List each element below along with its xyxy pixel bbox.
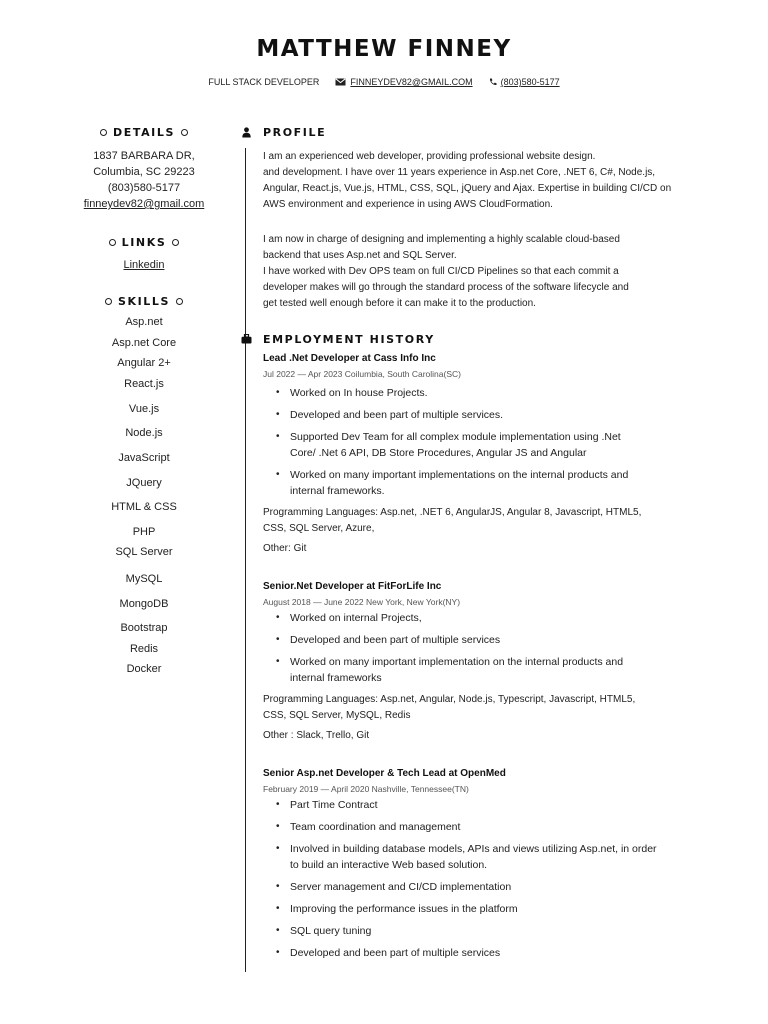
- phone-contact: [489, 77, 560, 87]
- list-item: • Developed and been part of multiple services: [276, 632, 700, 648]
- list-item: • Worked on In house Projects.: [276, 385, 700, 401]
- left-column: [44, 124, 244, 689]
- skills-heading: [44, 293, 244, 309]
- list-item: • Worked on many important implementations on the internal products and internal frameworks.: [276, 467, 700, 499]
- details-phone: (803)580-5177: [107, 182, 181, 194]
- job-other: Other : Slack, Trello, Git: [263, 730, 370, 741]
- skill-item: Docker: [126, 663, 162, 675]
- details-heading: [44, 124, 244, 140]
- resume-name: MATTHEW FINNEY: [256, 36, 512, 62]
- email-link[interactable]: FINNEYDEV82@GMAIL.COM: [350, 77, 473, 87]
- list-item: • Supported Dev Team for all complex module implementation using .Net Core/ .Net 6 API, DB Store Procedures, Angular JS and Angular: [276, 429, 700, 461]
- circle-icon: [176, 298, 183, 305]
- skill-item: React.js: [124, 378, 164, 390]
- circle-icon: [100, 129, 107, 136]
- job-languages: CSS, SQL Server, MySQL, Redis: [263, 710, 411, 721]
- job-entry: [240, 766, 700, 961]
- phone-icon: [489, 78, 497, 86]
- address-line-1: 1837 BARBARA DR,: [93, 150, 195, 162]
- job-entry: [240, 579, 700, 744]
- circle-icon: [105, 298, 112, 305]
- skill-item: Vue.js: [128, 403, 160, 415]
- skill-item: Bootstrap: [120, 622, 168, 634]
- list-item: • Developed and been part of multiple services: [276, 945, 700, 961]
- skill-item: Asp.net Core: [111, 337, 177, 349]
- profile-heading: [240, 124, 700, 140]
- profile-title: PROFILE: [263, 125, 327, 139]
- profile-line: I am an experienced web developer, providing professional website design.: [263, 151, 596, 162]
- job-languages: Programming Languages: Asp.net, Angular, Node.js, Typescript, Javascript, HTML5,: [263, 694, 636, 705]
- linkedin-link[interactable]: Linkedin: [123, 259, 165, 271]
- list-item: • Developed and been part of multiple services.: [276, 407, 700, 423]
- address-line-2: Columbia, SC 29223: [93, 166, 195, 178]
- skill-item: Redis: [129, 643, 159, 655]
- skill-item: Node.js: [125, 427, 163, 439]
- phone-link[interactable]: (803)580-5177: [500, 77, 560, 87]
- email-contact: [335, 77, 472, 87]
- list-item: • Worked on many important implementation on the internal products and internal frameworks: [276, 654, 700, 686]
- list-item: • Worked on internal Projects,: [276, 610, 700, 626]
- profile-line: I am now in charge of designing and implementing a highly scalable cloud-based: [263, 234, 620, 245]
- skills-list: [44, 309, 244, 689]
- list-item: • Involved in building database models, APIs and views utilizing Asp.net, in order to build an interactive Web based solution.: [276, 841, 700, 873]
- skill-item: JQuery: [126, 477, 162, 489]
- skill-item: MongoDB: [119, 598, 169, 610]
- skill-item: Angular 2+: [117, 357, 171, 369]
- profile-line: Angular, React.js, Vue.js, HTML, CSS, SQL, jQuery and Ajax. Expertise in building CI/CD on: [263, 183, 672, 194]
- job-dates-location: February 2019 — April 2020 Nashville, Tennessee(TN): [263, 784, 469, 794]
- job-dates-location: Jul 2022 — Apr 2023 Coilumbia, South Carolina(SC): [263, 369, 461, 379]
- profile-line: I have worked with Dev OPS team on full CI/CD Pipelines so that each commit a: [263, 266, 619, 277]
- skills-title: SKILLS: [117, 294, 171, 308]
- job-title: Senior.Net Developer at FitForLife Inc: [263, 581, 442, 592]
- job-languages: CSS, SQL Server, Azure,: [263, 523, 375, 534]
- job-bullets: [276, 385, 700, 499]
- job-other: Other: Git: [263, 543, 307, 554]
- circle-icon: [109, 239, 116, 246]
- job-entry: [240, 351, 700, 557]
- profile-line: AWS environment and experience in using AWS CloudFormation.: [263, 199, 553, 210]
- job-languages: Programming Languages: Asp.net, .NET 6, AngularJS, Angular 8, Javascript, HTML5,: [263, 507, 642, 518]
- details-email-link[interactable]: finneydev82@gmail.com: [83, 198, 205, 210]
- job-dates-location: August 2018 — June 2022 New York, New York(NY): [263, 597, 461, 607]
- circle-icon: [181, 129, 188, 136]
- envelope-icon: [335, 78, 346, 86]
- circle-icon: [172, 239, 179, 246]
- job-bullets: [276, 610, 700, 686]
- links-title: LINKS: [121, 235, 167, 249]
- person-icon: [242, 127, 251, 138]
- profile-line: backend that uses Asp.net and SQL Server.: [263, 250, 457, 261]
- employment-title: EMPLOYMENT HISTORY: [263, 332, 435, 346]
- skill-item: MySQL: [125, 573, 163, 585]
- list-item: • Team coordination and management: [276, 819, 700, 835]
- contact-bar: [0, 77, 768, 87]
- links-heading: [44, 234, 244, 250]
- right-column: [240, 124, 700, 961]
- briefcase-icon: [241, 334, 252, 344]
- profile-line: developer makes will go through the standard process of the software lifecycle and: [263, 282, 629, 293]
- skill-item: SQL Server: [115, 546, 173, 558]
- skill-item: HTML & CSS: [111, 501, 177, 513]
- list-item: • Improving the performance issues in the platform: [276, 901, 700, 917]
- job-bullets: [276, 797, 700, 961]
- skill-item: PHP: [132, 526, 156, 538]
- list-item: • SQL query tuning: [276, 923, 700, 939]
- job-title: Senior Asp.net Developer & Tech Lead at OpenMed: [263, 768, 506, 779]
- employment-heading: [240, 331, 700, 347]
- job-title: Lead .Net Developer at Cass Info Inc: [263, 353, 436, 364]
- list-item: • Server management and CI/CD implementation: [276, 879, 700, 895]
- details-title: DETAILS: [112, 125, 176, 139]
- list-item: • Part Time Contract: [276, 797, 700, 813]
- job-role: FULL STACK DEVELOPER: [208, 77, 320, 87]
- profile-line: and development. I have over 11 years experience in Asp.net Core, .NET 6, C#, Node.js,: [263, 167, 656, 178]
- skill-item: Asp.net: [125, 316, 163, 328]
- profile-line: get tested well enough before it can make it to the production.: [263, 298, 536, 309]
- skill-item: JavaScript: [118, 452, 170, 464]
